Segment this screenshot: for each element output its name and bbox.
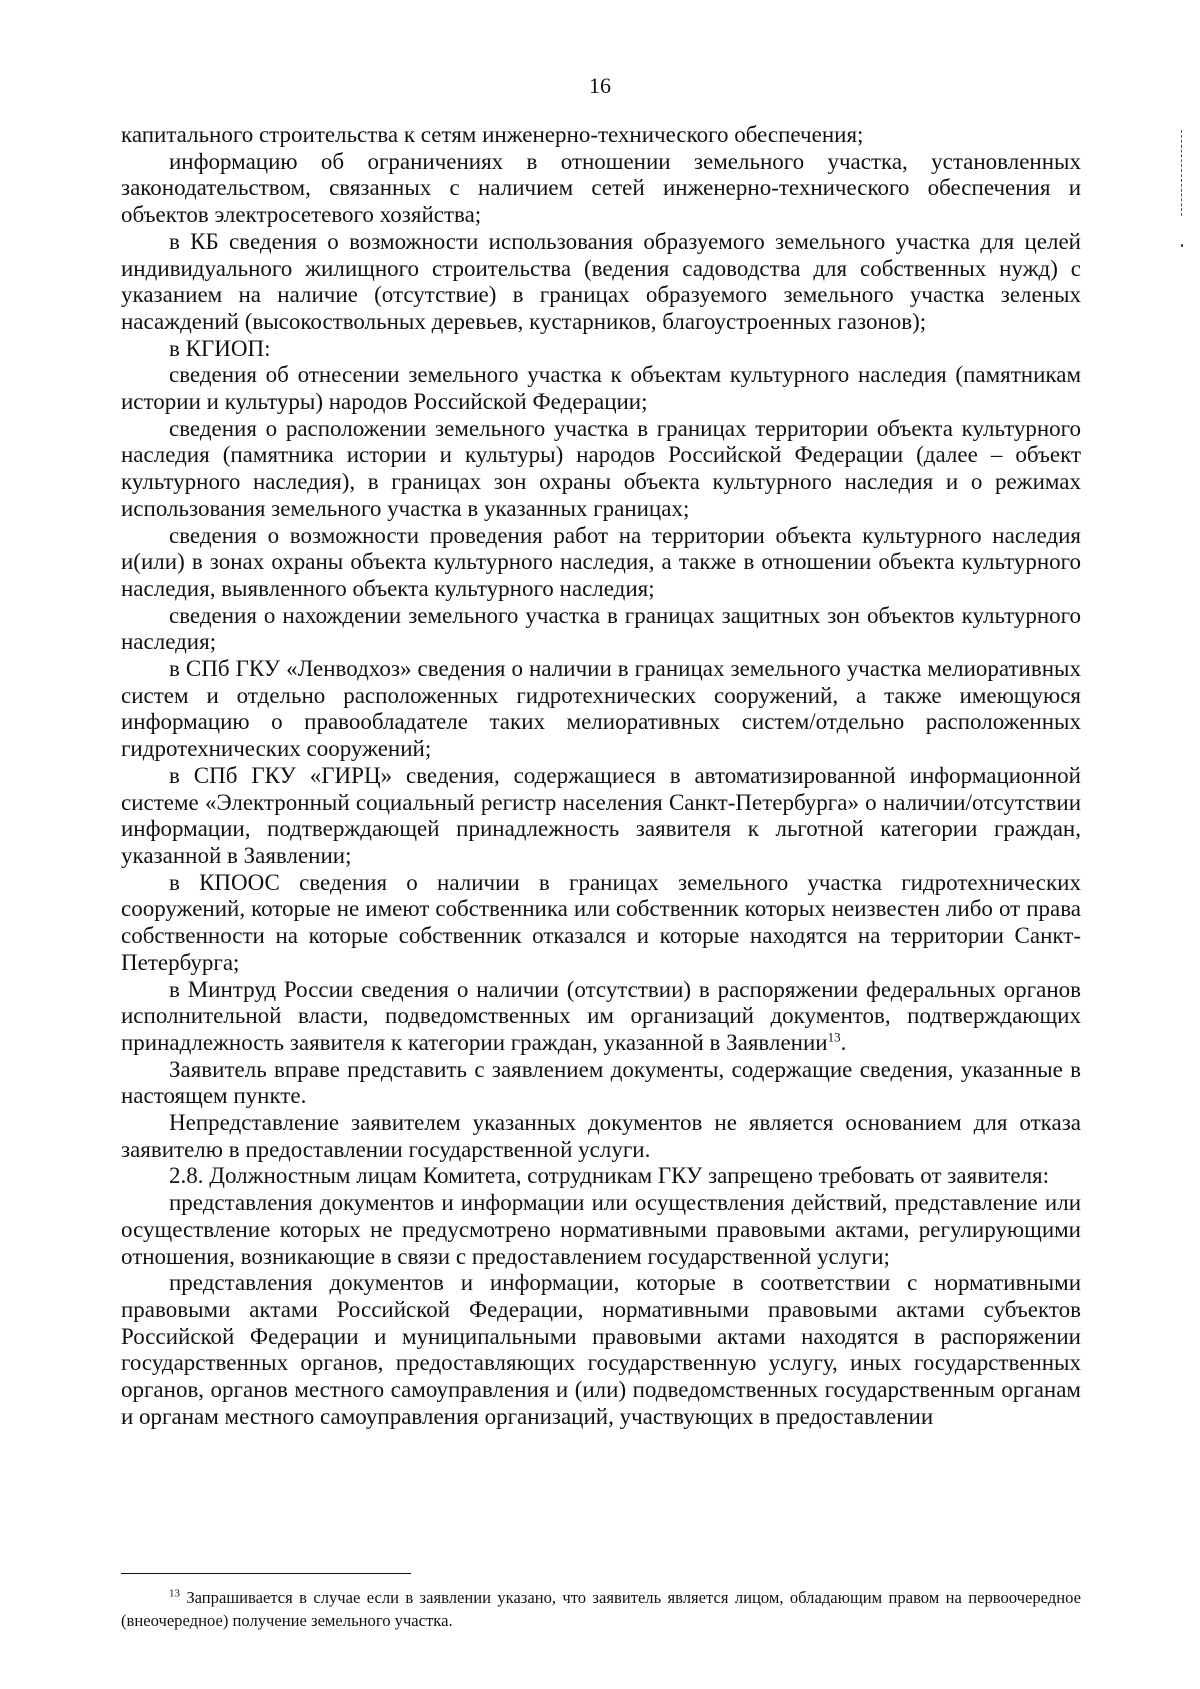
margin-scan-mark (1181, 130, 1184, 216)
paragraph: представления документов и информации или осуществления действий, представление или осуществление которых не предусмотрено нормативными правовыми актами, регулирующими отношения, возникающие в связи с предоставлением государственной услуги; (121, 1190, 1081, 1269)
margin-scan-tick (1181, 244, 1183, 247)
paragraph-with-footnote-ref (121, 977, 1081, 1057)
paragraph: в КБ сведения о возможности использования образуемого земельного участка для целей индивидуального жилищного строительства (ведения садоводства для собственных нужд) с указанием на наличие (отсутствие) в границах образуемого земельного участка зеленых насаждений (высокоствольных деревьев, кустарников, благоустроенных газонов); (121, 228, 1081, 334)
paragraph: сведения о нахождении земельного участка в границах защитных зон объектов культурного наследия; (121, 602, 1081, 655)
paragraph-text: в Минтруд России сведения о наличии (отсутствии) в распоряжении федеральных органов исполнительной власти, подведомственных им организаций документов, подтверждающих принадлежность заявителя к категории граждан, указанной в Заявлении (121, 976, 1081, 1055)
paragraph: сведения о возможности проведения работ на территории объекта культурного наследия и(или) в зонах охраны объекта культурного наследия, а также в отношении объекта культурного наследия, выявленного объекта культурного наследия; (121, 522, 1081, 601)
paragraph: в СПб ГКУ «ГИРЦ» сведения, содержащиеся в автоматизированной информационной системе «Электронный социальный регистр населения Санкт-Петербурга» о наличии/отсутствии информации, подтверждающей принадлежность заявителя к льготной категории граждан, указанной в Заявлении; (121, 762, 1081, 868)
page-number: 16 (589, 73, 611, 98)
paragraph: Заявитель вправе представить с заявлением документы, содержащие сведения, указанные в настоящем пункте. (121, 1056, 1081, 1109)
paragraph-end: . (840, 1029, 847, 1055)
paragraph: Непредставление заявителем указанных документов не является основанием для отказа заявителю в предоставлении государственной услуги. (121, 1110, 1081, 1162)
footnote-separator (121, 1573, 411, 1574)
paragraph: сведения о расположении земельного участка в границах территории объекта культурного наследия (памятника истории и культуры) народов Российской Федерации (далее – объект культурного наследия), в границах зон охраны объекта культурного наследия и о режимах использования земельного участка в указанных границах; (121, 415, 1081, 521)
paragraph: информацию об ограничениях в отношении земельного участка, установленных законодательством, связанных с наличием сетей инженерно-технического обеспечения и объектов электросетевого хозяйства; (121, 148, 1081, 228)
paragraph: в КПООС сведения о наличии в границах земельного участка гидротехнических сооружений, которые не имеют собственника или собственник которых неизвестен либо от права собственности на которые собственник отказался и которые находятся на территории Санкт-Петербурга; (121, 869, 1081, 975)
footnote-reference[interactable]: 13 (827, 1029, 841, 1045)
document-body (121, 122, 1081, 1430)
footnote (121, 1586, 1081, 1632)
paragraph: сведения об отнесении земельного участка к объектам культурного наследия (памятникам истории и культуры) народов Российской Федерации; (121, 362, 1081, 415)
paragraph: представления документов и информации, которые в соответствии с нормативными правовыми актами Российской Федерации, нормативными правовыми актами субъектов Российской Федерации и муниципальными правовыми актами находятся в распоряжении государственных органов, предоставляющих государственную услугу, иных государственных органов, органов местного самоуправления и (или) подведомственных государственным органам и органам местного самоуправления организаций, участвующих в предоставлении (121, 1270, 1081, 1429)
footnote-text: Запрашивается в случае если в заявлении указано, что заявитель является лицом, обладающим правом на первоочередное (внеочередное) получение земельного участка. (121, 1588, 1081, 1630)
paragraph: капитального строительства к сетям инженерно-технического обеспечения; (121, 122, 864, 147)
paragraph-section-2-8: 2.8. Должностным лицам Комитета, сотрудникам ГКУ запрещено требовать от заявителя: (169, 1163, 1050, 1189)
paragraph: в КГИОП: (169, 335, 271, 361)
footnote-marker: 13 (169, 1587, 180, 1600)
paragraph: в СПб ГКУ «Ленводхоз» сведения о наличии в границах земельного участка мелиоративных систем и отдельно расположенных гидротехнических сооружений, а также имеющуюся информацию о правообладателе таких мелиоративных систем/отдельно расположенных гидротехнических сооружений; (121, 656, 1081, 762)
